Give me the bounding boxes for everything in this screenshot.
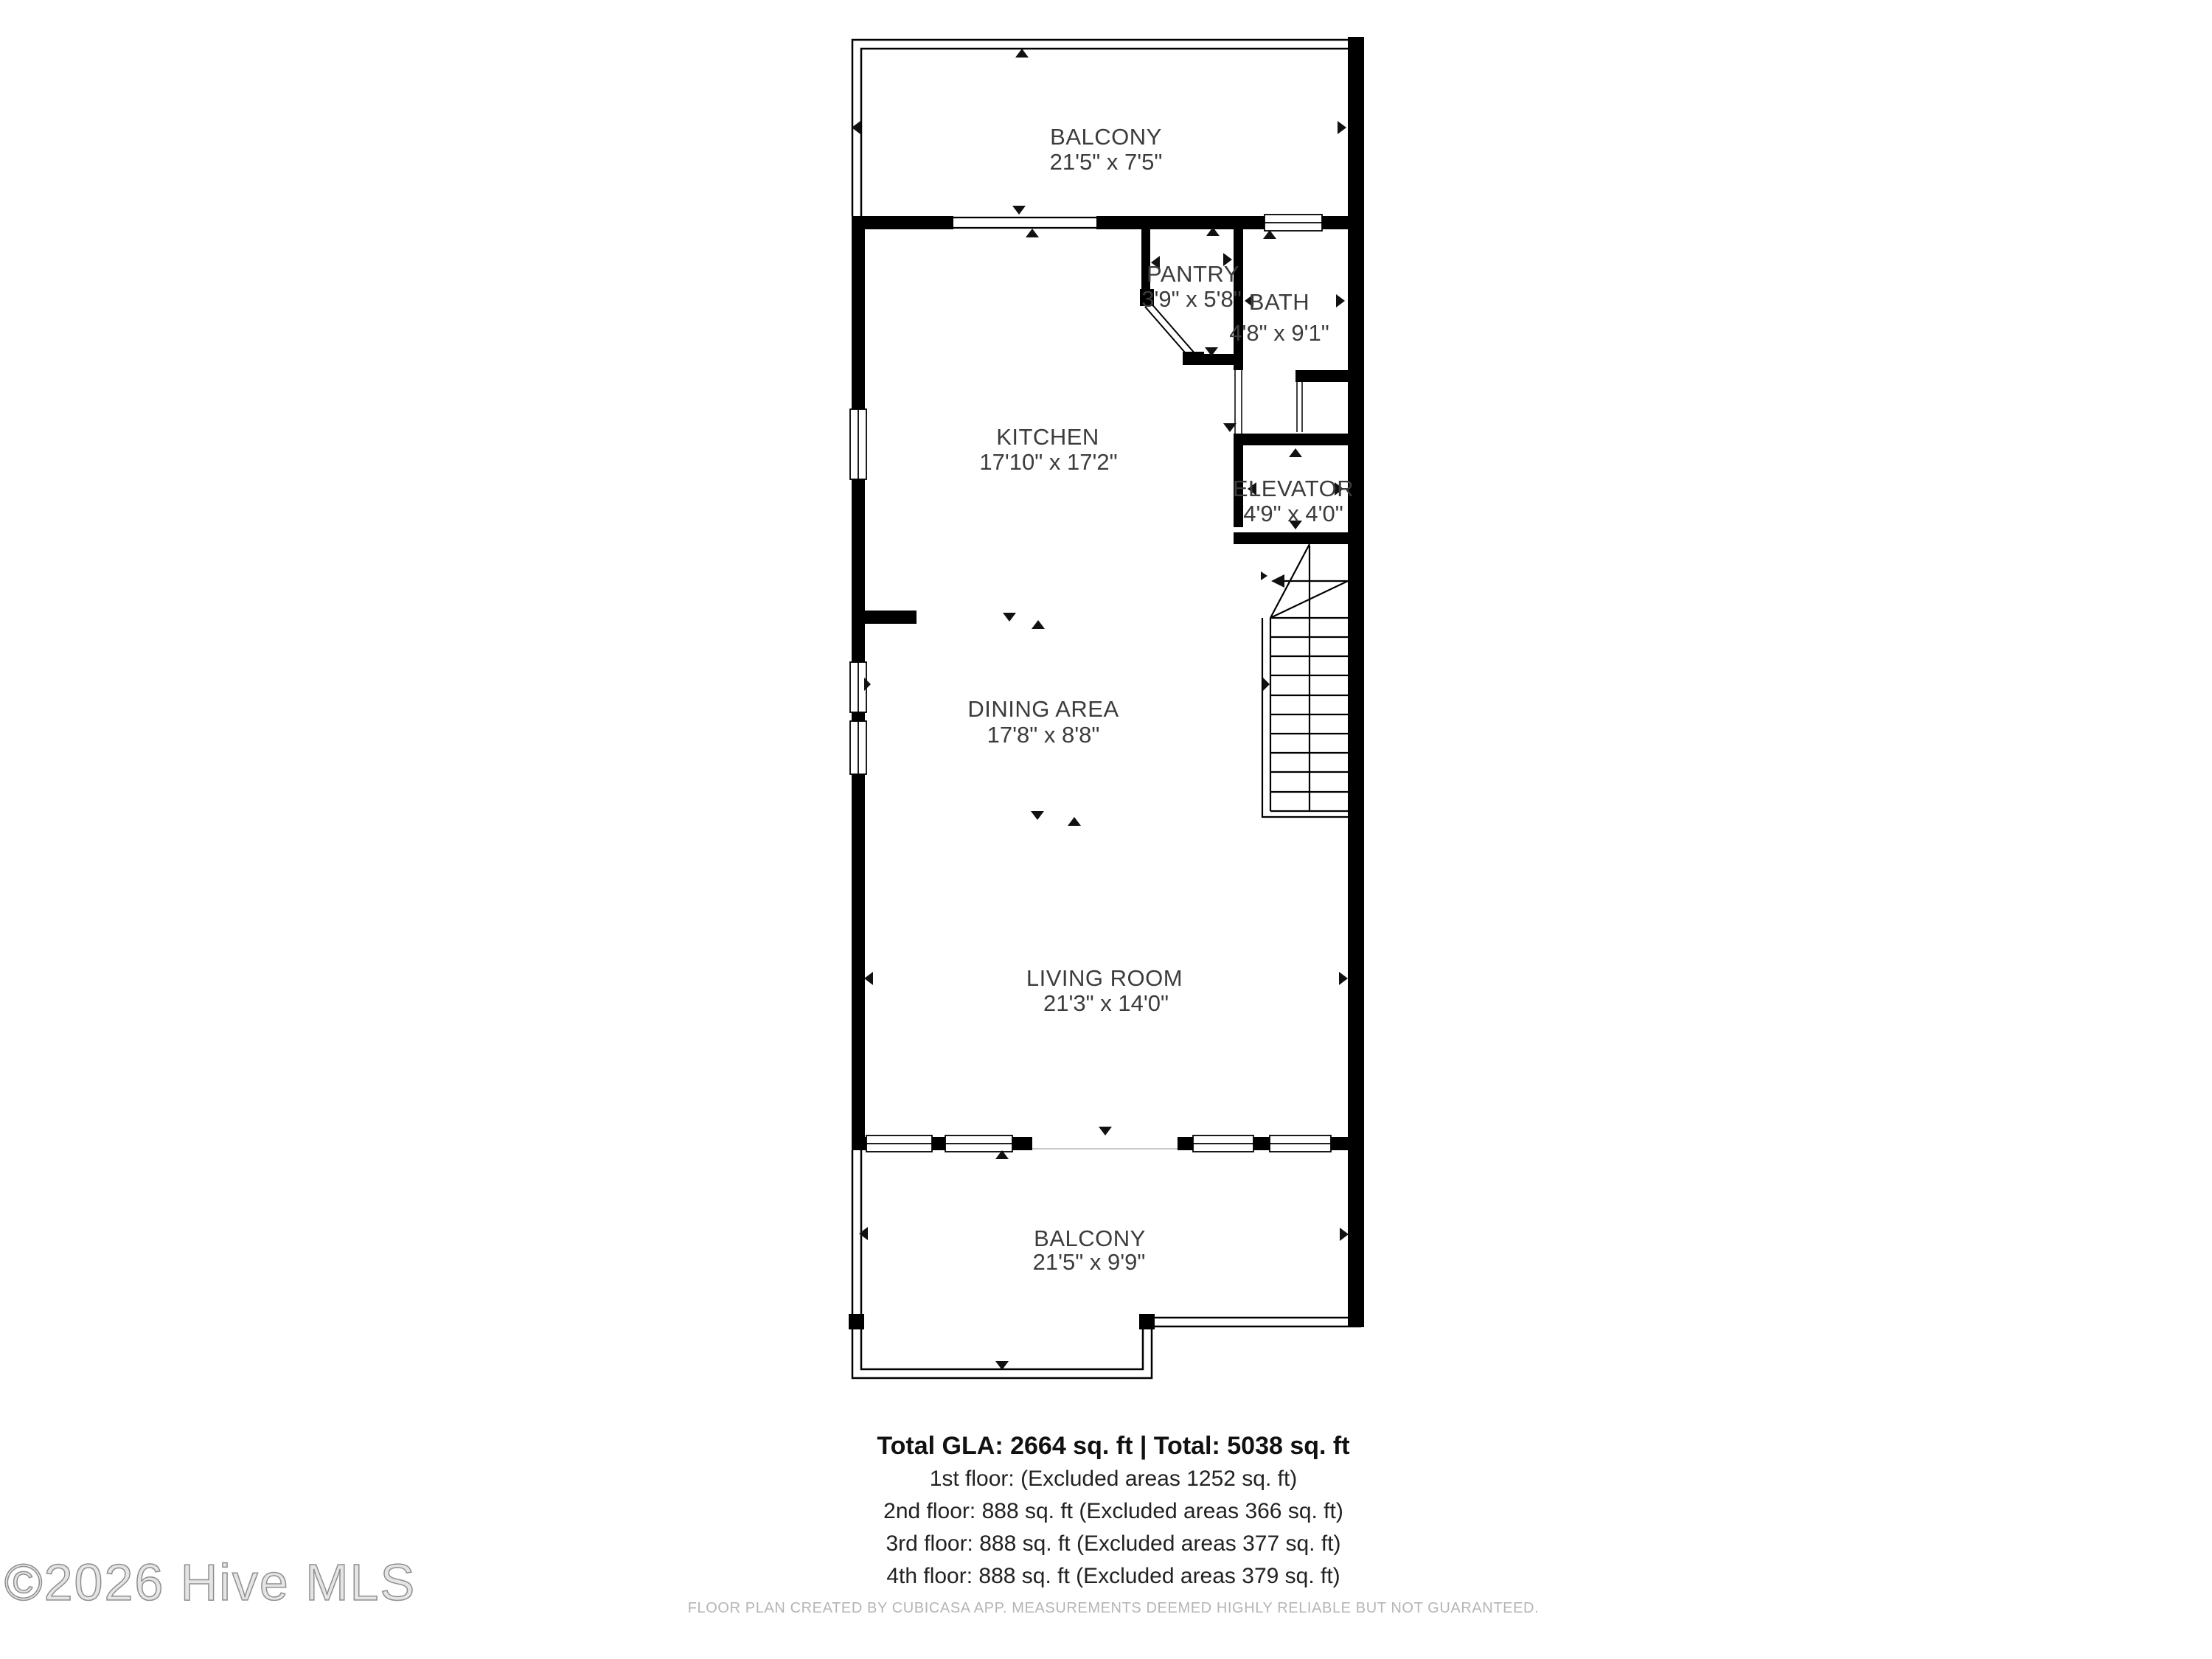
room-dims-balcony-bottom: 21'5" x 9'9" bbox=[1032, 1249, 1146, 1275]
marker-left-living bbox=[864, 972, 873, 985]
disclaimer-text: FLOOR PLAN CREATED BY CUBICASA APP. MEASUREMENTS DEEMED HIGHLY RELIABLE BUT NOT GUARANTEED. bbox=[687, 1600, 1540, 1616]
stair-direction-arrowhead bbox=[1271, 574, 1284, 588]
marker-down-bottom-door bbox=[1099, 1127, 1112, 1135]
window-bath bbox=[1265, 215, 1322, 231]
window-living-a bbox=[866, 1135, 932, 1152]
marker-up-top-balcony bbox=[1015, 49, 1029, 58]
railing-post-step bbox=[1139, 1314, 1155, 1329]
window-living-d bbox=[1270, 1135, 1331, 1152]
marker-down-kitchen-dining bbox=[1003, 613, 1016, 622]
window-living-c bbox=[1193, 1135, 1253, 1152]
marker-up-dining-living bbox=[1068, 817, 1081, 826]
room-label-kitchen: KITCHEN bbox=[996, 424, 1099, 450]
room-label-dining: DINING AREA bbox=[967, 696, 1119, 722]
window-post-1 bbox=[932, 1137, 945, 1150]
room-dims-living: 21'3" x 14'0" bbox=[1043, 990, 1169, 1016]
room-dims-pantry: 3'9" x 5'8" bbox=[1141, 286, 1242, 312]
floor-line-2: 2nd floor: 888 sq. ft (Excluded areas 366 sq. ft) bbox=[883, 1499, 1343, 1523]
marker-right-stairs bbox=[1263, 678, 1270, 691]
window-post-2 bbox=[1012, 1137, 1032, 1150]
mls-watermark: ©2026 Hive MLS bbox=[4, 1554, 417, 1611]
railing-posts bbox=[849, 1314, 1155, 1329]
room-label-balcony-top: BALCONY bbox=[1050, 124, 1162, 150]
wall-kitchen-stub bbox=[852, 611, 917, 624]
window-dining-b bbox=[850, 721, 866, 774]
room-label-pantry: PANTRY bbox=[1147, 261, 1239, 287]
room-dims-elevator: 4'9" x 4'0" bbox=[1243, 501, 1343, 526]
room-label-balcony-bottom: BALCONY bbox=[1034, 1225, 1146, 1251]
marker-right-bottom-balcony bbox=[1340, 1228, 1349, 1241]
floor-line-3: 3rd floor: 888 sq. ft (Excluded areas 377 sq. ft) bbox=[886, 1531, 1341, 1556]
wall-pantry-bottom bbox=[1203, 354, 1234, 365]
stair-marker-arrow bbox=[1261, 571, 1267, 580]
window-living-b bbox=[945, 1135, 1012, 1152]
staircase bbox=[1262, 544, 1348, 817]
room-label-living: LIVING ROOM bbox=[1026, 965, 1183, 991]
window-kitchen bbox=[850, 409, 866, 479]
marker-right-dining-window bbox=[864, 678, 871, 691]
room-labels bbox=[967, 124, 1354, 1275]
window-post-3 bbox=[1178, 1137, 1193, 1150]
room-dims-balcony-top: 21'5" x 7'5" bbox=[1049, 149, 1163, 175]
window-post-4 bbox=[1253, 1137, 1270, 1150]
room-label-elevator: ELEVATOR bbox=[1232, 476, 1354, 501]
total-gla-line: Total GLA: 2664 sq. ft | Total: 5038 sq. ft bbox=[877, 1432, 1350, 1460]
room-label-bath: BATH bbox=[1248, 289, 1310, 315]
floor-line-1: 1st floor: (Excluded areas 1252 sq. ft) bbox=[929, 1467, 1298, 1491]
window-dining-a bbox=[850, 662, 866, 712]
room-dims-kitchen: 17'10" x 17'2" bbox=[979, 449, 1118, 475]
floor-line-4: 4th floor: 888 sq. ft (Excluded areas 379 sq. ft) bbox=[886, 1564, 1340, 1588]
marker-right-living bbox=[1339, 972, 1348, 985]
railing-post-left bbox=[849, 1314, 864, 1329]
room-dims-bath: 4'8" x 9'1" bbox=[1229, 320, 1329, 346]
marker-up-kitchen-dining bbox=[1032, 620, 1045, 629]
marker-down-top-door bbox=[1012, 206, 1026, 215]
marker-up-elevator bbox=[1289, 448, 1302, 457]
wall-elevator-top bbox=[1243, 434, 1348, 445]
room-dims-dining: 17'8" x 8'8" bbox=[987, 722, 1100, 748]
stair-stringer-outline bbox=[1262, 618, 1348, 817]
wall-right bbox=[1348, 37, 1364, 1327]
marker-right-bath bbox=[1336, 294, 1345, 307]
marker-down-dining-living bbox=[1031, 811, 1044, 820]
marker-right-top-balcony bbox=[1338, 121, 1346, 134]
wall-shower-stub bbox=[1295, 370, 1348, 382]
wall-elevator-bottom bbox=[1234, 532, 1348, 544]
